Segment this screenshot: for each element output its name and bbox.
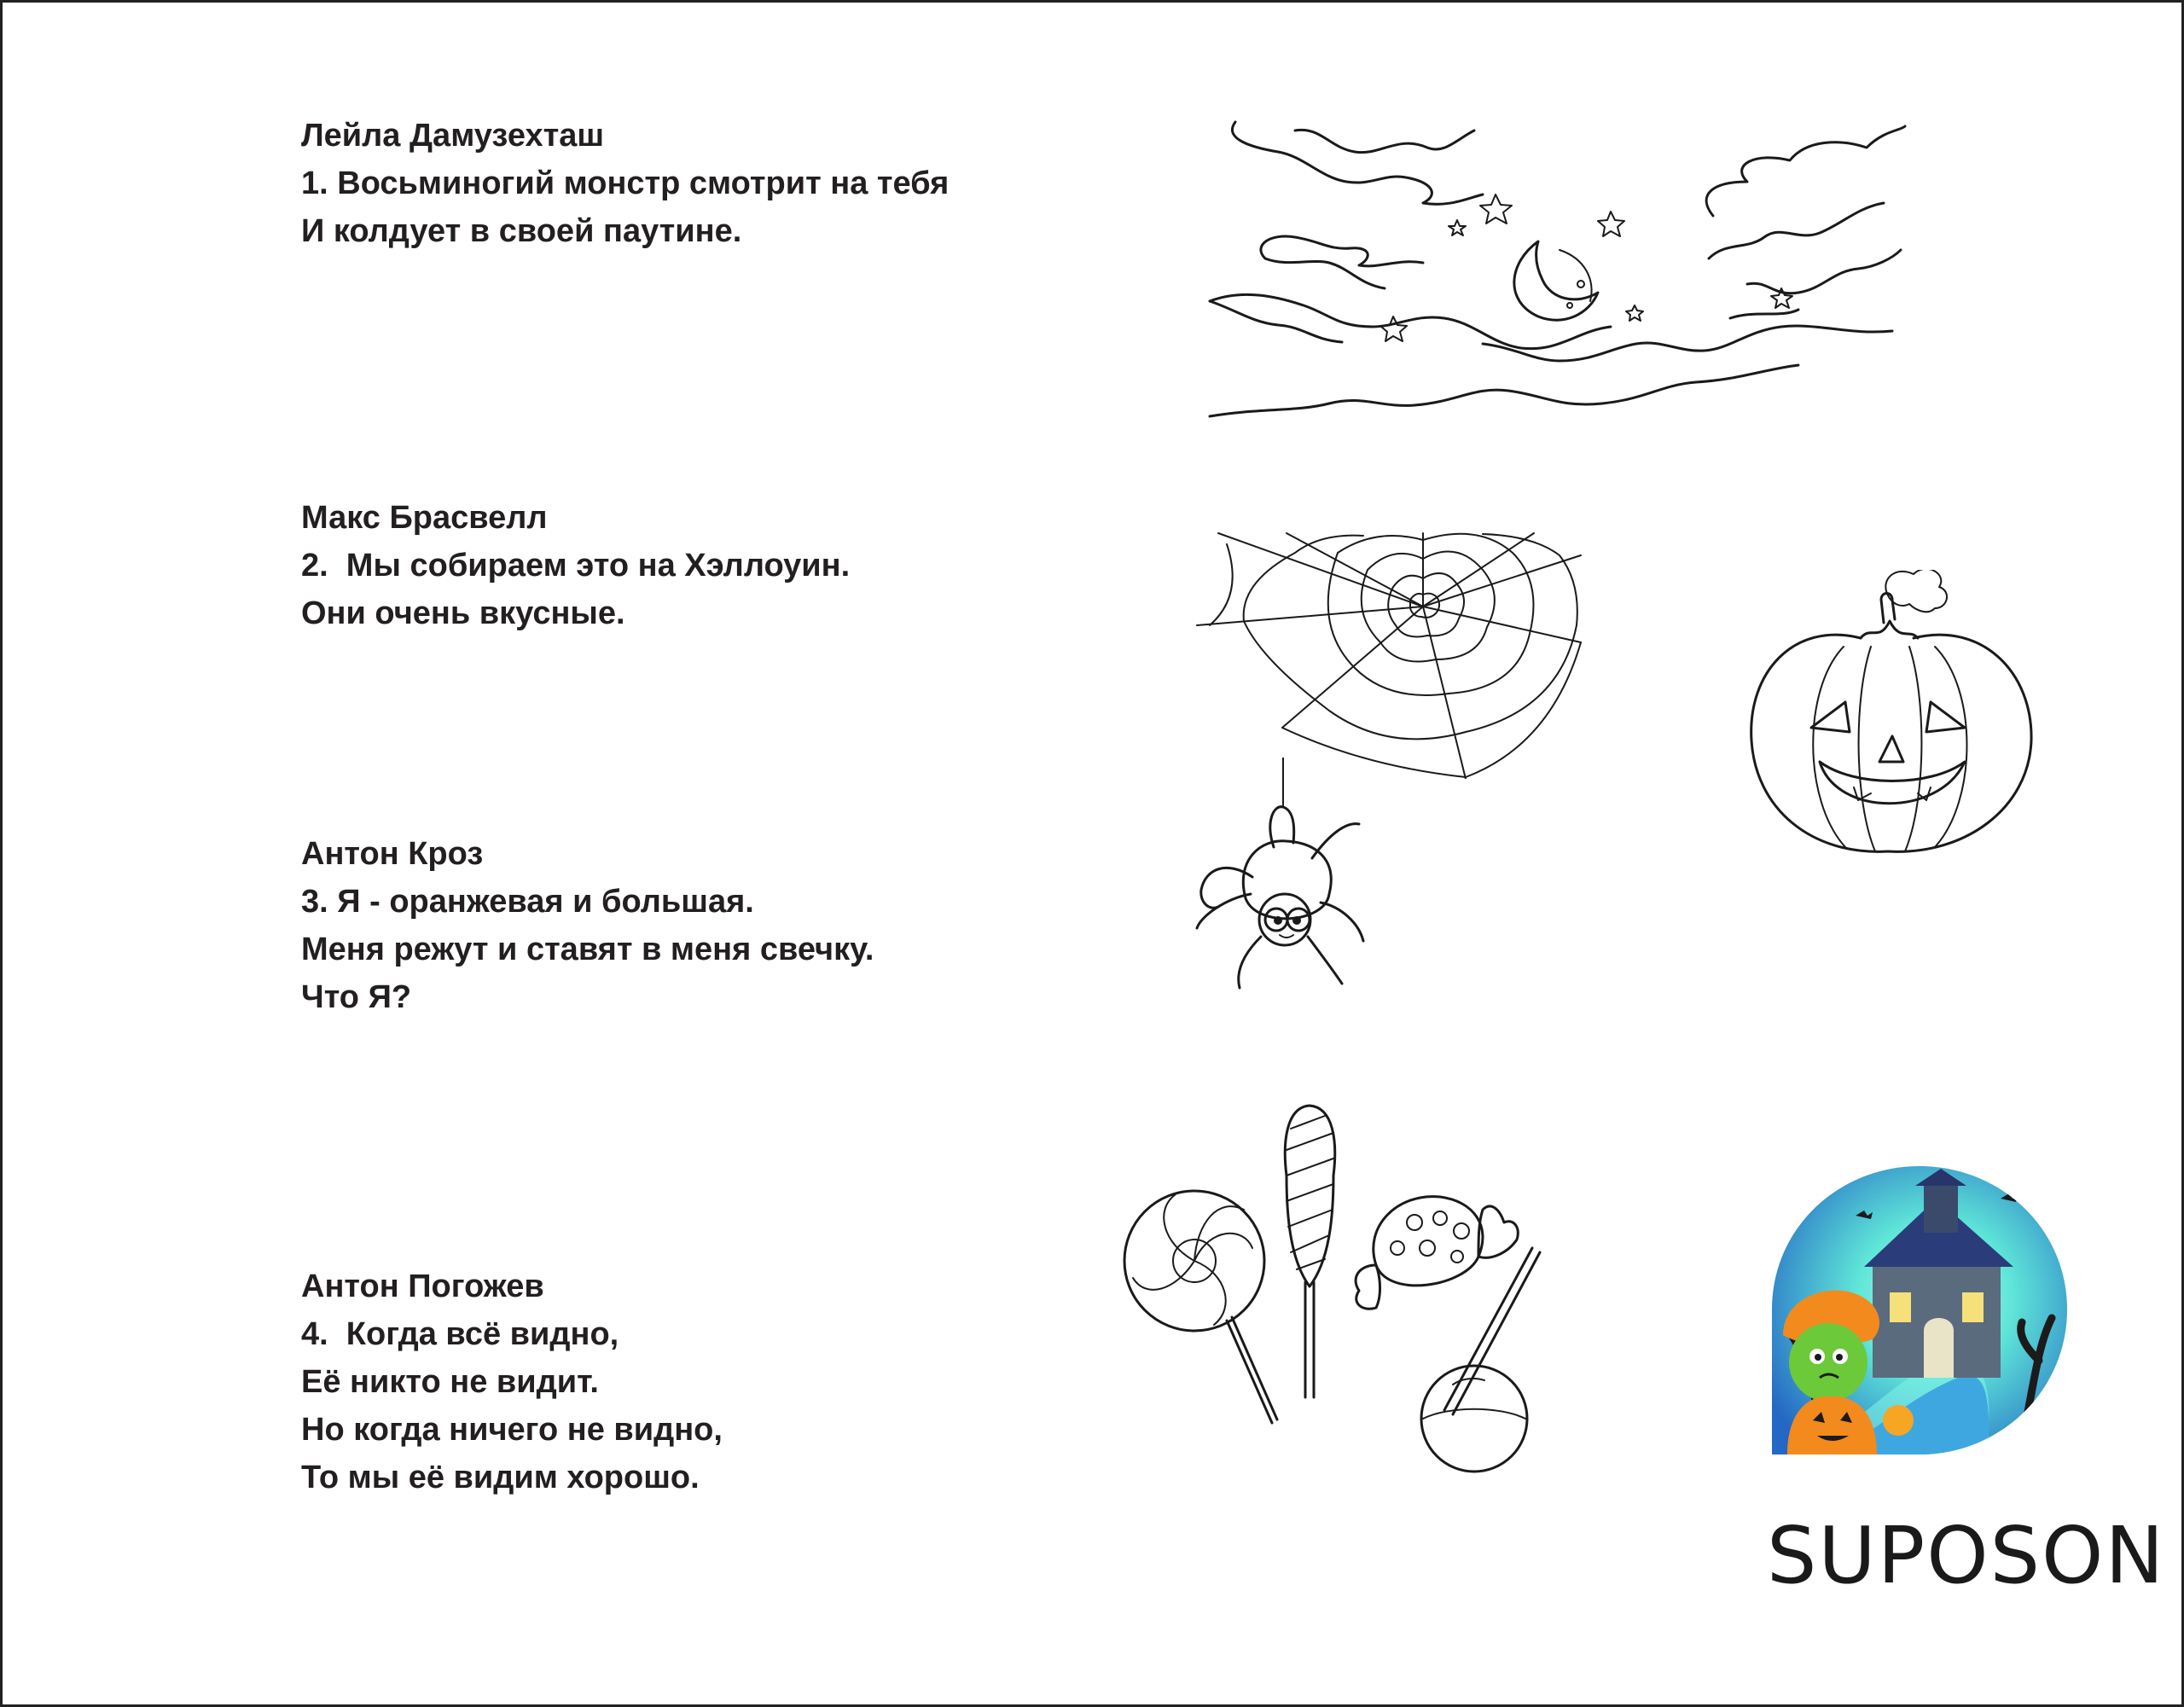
riddle-line: Её никто не видит. <box>301 1364 599 1400</box>
moon-stars-clouds-drawing <box>1201 113 1909 438</box>
jack-o-lantern-drawing <box>1743 570 2037 860</box>
lollipops-and-candy-drawing <box>1116 1099 1542 1478</box>
riddle-line: 1. Восьминогий монстр смотрит на тебя <box>301 165 950 201</box>
brand-logo <box>1770 1164 2069 1463</box>
riddle-line: То мы её видим хорошо. <box>301 1460 700 1495</box>
brand-name: SUPOSON <box>1767 1510 2166 1601</box>
candy-illustration <box>1116 1099 1542 1478</box>
haunted-house-logo-icon <box>1770 1164 2069 1463</box>
riddle-author: Антон Кроз <box>301 836 484 872</box>
riddle-line: Они очень вкусные. <box>301 595 625 631</box>
spider-web-drawing <box>1193 531 1585 779</box>
riddle-1 <box>301 112 1154 255</box>
riddle-author: Лейла Дамузехташ <box>301 118 605 154</box>
riddle-line: Но когда ничего не видно, <box>301 1412 723 1448</box>
night-sky-illustration <box>1201 113 1909 438</box>
riddle-line: 2. Мы собираем это на Хэллоуин. <box>301 548 851 584</box>
riddle-author: Антон Погожев <box>301 1269 544 1304</box>
spider-drawing <box>1193 758 1372 996</box>
riddle-author: Макс Брасвелл <box>301 500 548 536</box>
riddle-line: 3. Я - оранжевая и большая. <box>301 884 754 920</box>
riddle-4 <box>301 1263 1154 1501</box>
pumpkin-illustration <box>1743 570 2037 860</box>
riddle-line: Меня режут и ставят в меня свечку. <box>301 932 874 967</box>
riddle-line: 4. Когда всё видно, <box>301 1316 619 1352</box>
spider-web-illustration <box>1193 531 1585 779</box>
riddle-line: Что Я? <box>301 979 412 1015</box>
spider-illustration <box>1193 758 1372 996</box>
riddle-line: И колдует в своей паутине. <box>301 213 742 249</box>
riddle-3 <box>301 830 1154 1021</box>
riddle-2 <box>301 494 1154 637</box>
